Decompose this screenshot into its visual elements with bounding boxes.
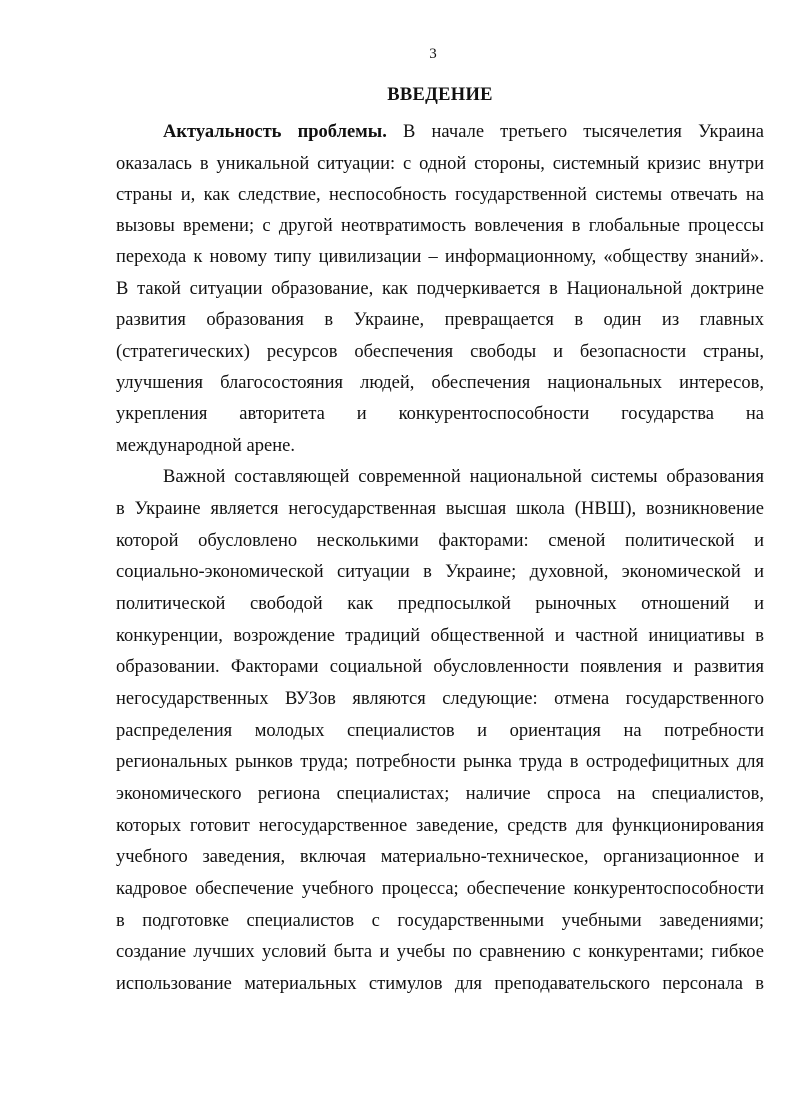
paragraph-2-line-1: Важной составляющей современной национальной системы образования [163, 467, 764, 487]
paragraph-2-line-3: которой обусловлено несколькими факторами: сменой политической и [116, 531, 764, 551]
paragraph-2-line-10: региональных рынков труда; потребности рынка труда в остродефицитных для [116, 752, 764, 772]
paragraph-2-line-6: конкуренции, возрождение традиций общественной и частной инициативы в [116, 626, 764, 646]
paragraph-1-line-5: перехода к новому типу цивилизации – информационному, «обществу знаний». [116, 247, 764, 267]
paragraph-1-line-3: страны и, как следствие, неспособность государственной системы отвечать на [116, 185, 764, 205]
paragraph-2-line-8: негосударственных ВУЗов являются следующие: отмена государственного [116, 689, 764, 709]
section-title: ВВЕДЕНИЕ [387, 85, 493, 105]
paragraph-1-line-1: Актуальность проблемы. В начале третьего тысячелетия Украина [163, 122, 764, 142]
paragraph-2-line-13: учебного заведения, включая материально-техническое, организационное и [116, 847, 764, 867]
paragraph-2-line-5: политической свободой как предпосылкой рыночных отношений и [116, 594, 764, 614]
paragraph-1-line-6: В такой ситуации образование, как подчеркивается в Национальной доктрине [116, 279, 764, 299]
paragraph-2-line-11: экономического региона специалистах; наличие спроса на специалистов, [116, 784, 764, 804]
paragraph-2-line-14: кадровое обеспечение учебного процесса; обеспечение конкурентоспособности [116, 879, 764, 899]
paragraph-1-line-11: международной арене. [116, 436, 295, 456]
paragraph-1-line-4: вызовы времени; с другой неотвратимость вовлечения в глобальные процессы [116, 216, 764, 236]
paragraph-2-line-17: использование материальных стимулов для преподавательского персонала в [116, 974, 764, 994]
paragraph-lead: Актуальность проблемы. [163, 122, 387, 142]
paragraph-1-line-8: (стратегических) ресурсов обеспечения свободы и безопасности страны, [116, 342, 764, 362]
paragraph-2-line-12: которых готовит негосударственное заведение, средств для функционирования [116, 816, 764, 836]
paragraph-1-line-10: укрепления авторитета и конкурентоспособности государства на [116, 404, 764, 424]
page-number: 3 [429, 46, 437, 62]
paragraph-1-line-2: оказалась в уникальной ситуации: с одной стороны, системный кризис внутри [116, 154, 764, 174]
paragraph-1-line-7: развития образования в Украине, превращается в один из главных [116, 310, 764, 330]
paragraph-1-line-9: улучшения благосостояния людей, обеспечения национальных интересов, [116, 373, 764, 393]
paragraph-2-line-2: в Украине является негосударственная высшая школа (НВШ), возникновение [116, 499, 764, 519]
paragraph-2-line-4: социально-экономической ситуации в Украине; духовной, экономической и [116, 562, 764, 582]
paragraph-2-line-16: создание лучших условий быта и учебы по сравнению с конкурентами; гибкое [116, 942, 764, 962]
paragraph-2-line-15: в подготовке специалистов с государственными учебными заведениями; [116, 911, 764, 931]
paragraph-2-line-7: образовании. Факторами социальной обусловленности появления и развития [116, 657, 764, 677]
paragraph-2-line-9: распределения молодых специалистов и ориентация на потребности [116, 721, 764, 741]
